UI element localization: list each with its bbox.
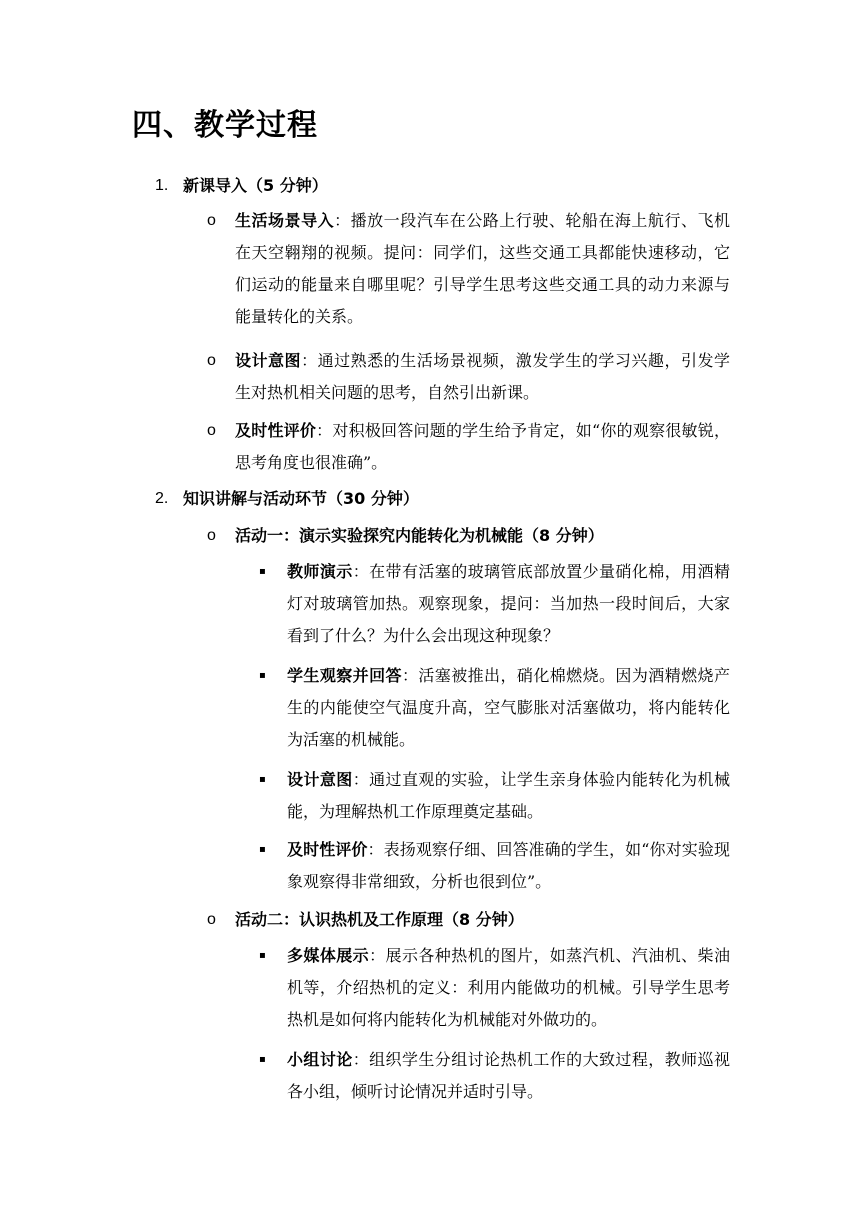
section-heading-1	[155, 173, 328, 199]
square-bullet-icon: ▪	[259, 670, 266, 681]
list-item	[259, 834, 730, 898]
item-text: 活塞被推出，硝化棉燃烧。因为酒精燃烧产生的内能使空气温度升高，空气膨胀对活塞做功，将内能转化为活塞的机械能。	[287, 666, 730, 749]
square-bullet-icon: ▪	[259, 566, 266, 577]
item-text: 表扬观察仔细、回答准确的学生，如“你对实验现象观察得非常细致，分析也很到位”。	[287, 840, 730, 891]
section-heading-2	[155, 486, 419, 512]
item-separator: ：	[352, 1050, 370, 1069]
square-bullet-icon: ▪	[259, 950, 266, 961]
activity-title: 活动二：认识热机及工作原理（8 分钟）	[235, 910, 524, 929]
square-bullet-icon: ▪	[259, 774, 266, 785]
activity-heading-1	[207, 520, 730, 552]
section-title: 新课导入（5 分钟）	[183, 176, 328, 195]
item-separator: ：	[401, 666, 419, 685]
item-label: 小组讨论	[287, 1050, 353, 1069]
item-text: 展示各种热机的图片，如蒸汽机、汽油机、柴油机等，介绍热机的定义：利用内能做功的机械。引导学生思考热机是如何将内能转化为机械能对外做功的。	[287, 946, 730, 1029]
list-item	[259, 764, 730, 828]
item-label: 设计意图	[235, 351, 302, 370]
list-item	[207, 205, 730, 333]
item-text: 组织学生分组讨论热机工作的大致过程，教师巡视各小组，倾听讨论情况并适时引导。	[287, 1050, 730, 1101]
page-title: 四、教学过程	[132, 108, 318, 143]
list-item	[259, 660, 730, 756]
item-label: 生活场景导入	[235, 211, 335, 230]
item-text: 播放一段汽车在公路上行驶、轮船在海上航行、飞机在天空翱翔的视频。提问：同学们，这些交通工具都能快速移动，它们运动的能量来自哪里呢？引导学生思考这些交通工具的动力来源与能量转化的关系。	[235, 211, 730, 326]
item-text: 通过熟悉的生活场景视频，激发学生的学习兴趣，引发学生对热机相关问题的思考，自然引出新课。	[235, 351, 730, 402]
section-number: 1.	[155, 177, 169, 194]
list-item	[259, 1044, 730, 1108]
item-separator: ：	[352, 770, 370, 789]
list-item	[259, 556, 730, 652]
hollow-bullet-icon: o	[207, 422, 216, 439]
activity-heading-2	[207, 904, 730, 936]
square-bullet-icon: ▪	[259, 1054, 266, 1065]
list-item	[207, 345, 730, 409]
item-text: 通过直观的实验，让学生亲身体验内能转化为机械能，为理解热机工作原理奠定基础。	[287, 770, 730, 821]
list-item	[259, 940, 730, 1036]
item-separator: ：	[301, 351, 318, 370]
hollow-bullet-icon: o	[207, 527, 216, 544]
hollow-bullet-icon: o	[207, 352, 216, 369]
section-title: 知识讲解与活动环节（30 分钟）	[183, 489, 419, 508]
hollow-bullet-icon: o	[207, 911, 216, 928]
item-text: 对积极回答问题的学生给予肯定，如“你的观察很敏锐，思考角度也很准确”。	[235, 421, 730, 472]
section-number: 2.	[155, 490, 169, 507]
square-bullet-icon: ▪	[259, 844, 266, 855]
item-label: 学生观察并回答	[287, 666, 402, 685]
item-label: 多媒体展示	[287, 946, 370, 965]
item-label: 教师演示	[287, 562, 353, 581]
item-text: 在带有活塞的玻璃管底部放置少量硝化棉，用酒精灯对玻璃管加热。观察现象，提问：当加热一段时间后，大家看到了什么？为什么会出现这种现象？	[287, 562, 730, 645]
list-item	[207, 415, 730, 479]
item-separator: ：	[352, 562, 370, 581]
item-separator: ：	[316, 421, 333, 440]
item-separator: ：	[369, 946, 386, 965]
hollow-bullet-icon: o	[207, 212, 216, 229]
item-label: 及时性评价	[287, 840, 368, 859]
activity-title: 活动一：演示实验探究内能转化为机械能（8 分钟）	[235, 526, 604, 545]
item-separator: ：	[334, 211, 351, 230]
item-label: 及时性评价	[235, 421, 317, 440]
item-separator: ：	[367, 840, 384, 859]
item-label: 设计意图	[287, 770, 353, 789]
